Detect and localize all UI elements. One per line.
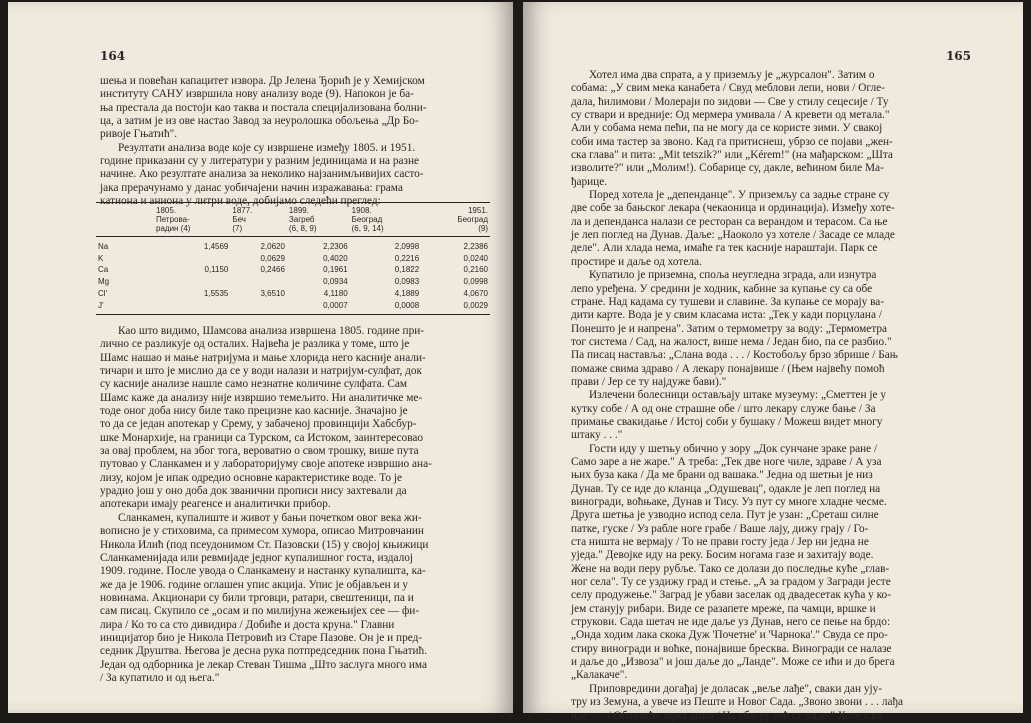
table-cell: 0,0008 xyxy=(394,300,420,310)
table-row xyxy=(96,288,490,300)
paragraph: Купатило је приземна, споља неугледна зграда, али изнутра лепо уређена. У средини је ходник, кабине за купање су са обе стране. Над кадама су тушеви и славине. За купање се морају ва- дити карте. Вода је у свим класама иста: „Тек у кади порцулана / Понешто је и напрена". Затим о термометру за воду: „Термометра тог система / Сад, на жалост, више нема / Један био, па се разбио." Па писац наставља: „Слана вода . . . / Костобољу брзо збрише / Бањ помаже свима здраво / А лекару понајвише / (Њем највећу помоћ прави / Јер се ту најдуже бави)." xyxy=(571,269,898,388)
table-cell: 0,0998 xyxy=(463,277,488,287)
table-row xyxy=(96,264,490,276)
table-cell xyxy=(154,300,230,315)
paragraph: Резултати анализа воде које су извршене између 1805. и 1951. године приказани су у литератури у разним јединицама и на разне начине. Ако резултате анализа за неколико најзанимљивијих састо- јака прерачунамо у данас уобичајени начин изражавања: грама катиона и аниона у литри воде, добијамо следећи преглед: xyxy=(100,141,424,208)
table-cell: 0,0007 xyxy=(323,300,348,310)
table-header: 1805. Петрова- радин (4) xyxy=(156,206,191,233)
table-cell: 0,0629 xyxy=(260,253,285,263)
table-cell xyxy=(230,300,287,315)
left-page xyxy=(8,2,513,713)
table-row xyxy=(96,237,490,253)
table-cell xyxy=(154,253,230,265)
paragraph: Сланкамен, купалиште и живот у бањи почетком овог века жи- вописно је у стиховима, са примесом хумора, описао Митровчанин Никола Илић (под псеудонимом Ст. Пазовски (15) у својој књижици Сланкаменијада или ревмијаде једног купалишног госта, издалој 1909. године. После увода о Сланкамену и настанку купалишта, ка- же да је 1906. године оглашен упис акција. Упис је објављен и у новинама. Акционари су били трговци, ратари, свештеници, па и сам писац. Скупило се „осам и по милијуна жежењијех сее — фи- лира / Ко то са сто дивидира / Добиће и доста круна." Главни иницијатор био је Никола Петровић из Старе Пазове. Он је и пред- седник Друштва. Његова је десна рука потпредседник пона Гњатић. Један од одборника је лекар Стеван Тишма „Што заслуга много има / За купатило и од њега." xyxy=(100,511,429,684)
left-text-top xyxy=(100,75,482,208)
paragraph: Приповредини догађај је доласак „веље лађе", сваки дан уjу- тру из Земуна, а увече из Пеште и Новог Сада. „Звоно звони . . . лађа иде . . . / Облачићи мрка дима / На обзору већ се виде." Хотелски xyxy=(571,682,903,722)
table-header-row xyxy=(96,203,490,237)
paragraph: Као што видимо, Шамсова анализа извршена 1805. године при- лично се разликује од осталих. Највећа је разлика у томе, што је Шамс нашао и мање натријума и мање хлорида него касније анали- тичари и што је мислио да се у води налази и натријум-сулфат, док су касније анализе нашле само незнатне количине сулфата. Сам Шамс каже да анализу није извршио темељито. Ни аналитичке ме- тоде оног доба нису биле тако прецизне као касније. Значајно је то да се један апотекар у Срему, у забаченој провинцији Хабсбур- шке Монархије, на граници са Турском, са Истоком, заинтересовао за овај проблем, на због тога, вероватно о свом трошку, више пута путовао у Сланкамен и у лабораторијуму своје апотеке извршио ана- лизу, којом је ипак одредио основне карактеристике воде. То је урадио још у оно доба док званични прописи нису захтевали да апотекари имају реагенсе и аналитички прибор. xyxy=(100,325,432,511)
table-cell: Na xyxy=(98,242,109,251)
table-cell: 0,2216 xyxy=(394,253,420,263)
table-cell: 0,1961 xyxy=(323,265,348,275)
paragraph: Гости иду у шетњу обично у зору „Док сунчане зраке ране / Само заре а не жаре." А треба: „Тек две ноге чиле, здраве / А уза њих буза кака / Да ме брани од вашака." Једна од шетњи је низ Дунав. Ту се иде до кланца „Одушевац", одакле је леп поглед на виногради, воћњаке, Дунав и Тису. Уз пут су многе хладне чесме. Друга шетња је узводно испод села. Пут је узан: „Среташ силне патке, гуске / Уз рабле ноге грабе / Ваше лају, дижу грају / Го- ста ништа не вермају / То не прави госту једа / Јер ни једна не уједа." Девојке иду на реку. Босим ногама газе и захитају воде. Жене на води перу рубље. Тако се долази до последње куће „глав- ног села". Ту се уздижу град и стење. „А за градом у Загради јесте селу продужење." Заград је убави заселак од двадесетак кућа у ко- јем станују рибари. Виде се разапете мреже, па чамци, вршке и струкови. Сада шетач не иде даље уз Дунав, него се пење на брдо: „Онда ходим лака скока Дуж 'Почетне' и 'Чарнока'." Свуда се про- стиру виногради и воћке, понајвише бресква. Виногради се налазе и даље до „Извоза" и још даље до „Ланде". Може се ићи и до брега „Калакаче". xyxy=(571,442,895,682)
table-row xyxy=(96,253,490,265)
table-row xyxy=(96,276,490,288)
table-cell: 0,0934 xyxy=(323,277,348,287)
table-cell: 2,2306 xyxy=(323,242,348,251)
table-cell: 2,2386 xyxy=(463,242,488,251)
table-cell: 4,1180 xyxy=(323,288,348,298)
table-header: 1877. Беч (7) xyxy=(232,206,253,233)
table-cell: Mg xyxy=(98,277,110,287)
paragraph: Излечени болесници остављају штаке музеуму: „Сметтен је у кутку собе / А од оне страшне обе / што лекару служе бање / За примање свакидање / Истој соби у бушаку / Можеш видет многу штаку . . ." xyxy=(571,389,887,442)
table-header: 1951. Београд (9) xyxy=(457,206,488,233)
table-cell: K xyxy=(98,253,104,263)
analysis-table xyxy=(96,202,490,315)
left-text-bottom xyxy=(100,325,482,685)
paragraph: Хотел има два спрата, а у приземљу је „журсалон". Затим о собама: „У свим мека канабета / Свуд меблови лепи, нови / Огле- дала, ћилимови / Молераји по зидови — Све у стилу сецесије / Ту су ствари и вредније: Од мермера умивала / А кревети од метала." Али у собама нема пећи, па не могу да се користе зими. У свакој соби има тастер за звоно. Кад га притиснеш, убрзо се појави „жен- ска глава" и пита: „Mit tetszik?" или „Kérem!" (на мађарском: „Шта изволите?" или „Молим!). Собарице су, дакле, већином биле Ма- ђарице. xyxy=(571,69,893,188)
table-cell: 0,1150 xyxy=(204,265,229,275)
paragraph: Поред хотела је „депенданце". У приземљу са задње стране су две собе за бањског лекара (чекаоница и ординација). Између хоте- ла и депенданса налази се ресторан са верандом и терасом. Са ње је леп поглед на Дунав. Даље: „Наоколо уз хотеле / Засаде се младе деле". Али хлада нема, имаће га тек касније нараштаји. Парк се простире и даље од хотела. xyxy=(571,189,895,268)
table-cell: 4,1889 xyxy=(394,288,420,298)
table-cell: 0,2466 xyxy=(260,265,285,275)
table-cell: 0,1822 xyxy=(394,265,420,275)
table-cell: Ca xyxy=(98,265,109,275)
page-number: 165 xyxy=(945,49,971,63)
table-header xyxy=(96,203,154,237)
table-cell xyxy=(230,276,287,288)
table-header: 1899. Загреб (6, 8, 9) xyxy=(288,206,317,233)
table-cell: 4,0670 xyxy=(463,288,488,298)
table-cell: 0,0240 xyxy=(463,253,488,263)
table-cell xyxy=(154,276,230,288)
table-cell: 3,6510 xyxy=(260,288,285,298)
table-row xyxy=(96,300,490,315)
table-cell: J' xyxy=(98,300,104,310)
paragraph: шења и повећан капацитет извора. Др Јелена Ђорић је у Хемијском институту САНУ извршила нову анализу воде (9). Напокон је ба- ња престала да постоји као таква и постала специјализована болни- ца, а затим је из ове настао Завод за неуролошка обољења „Др Бо- ривоје Гњатић". xyxy=(100,75,427,141)
table-cell: 0,2160 xyxy=(463,265,488,275)
table-header: 1908. Београд (6, 9, 14) xyxy=(351,206,384,233)
table-cell: 0,4020 xyxy=(323,253,348,263)
page-number: 164 xyxy=(100,49,126,63)
table-cell: 2,0620 xyxy=(260,242,285,251)
table-cell: Cl' xyxy=(98,288,108,298)
right-page xyxy=(523,2,1023,722)
table-cell: 2,0998 xyxy=(394,242,420,251)
right-text xyxy=(571,69,975,723)
table-cell: 1,5535 xyxy=(203,288,229,298)
table-cell: 0,0029 xyxy=(463,300,488,310)
table-cell: 1,4569 xyxy=(203,242,229,251)
table-cell: 0,0983 xyxy=(394,277,420,287)
